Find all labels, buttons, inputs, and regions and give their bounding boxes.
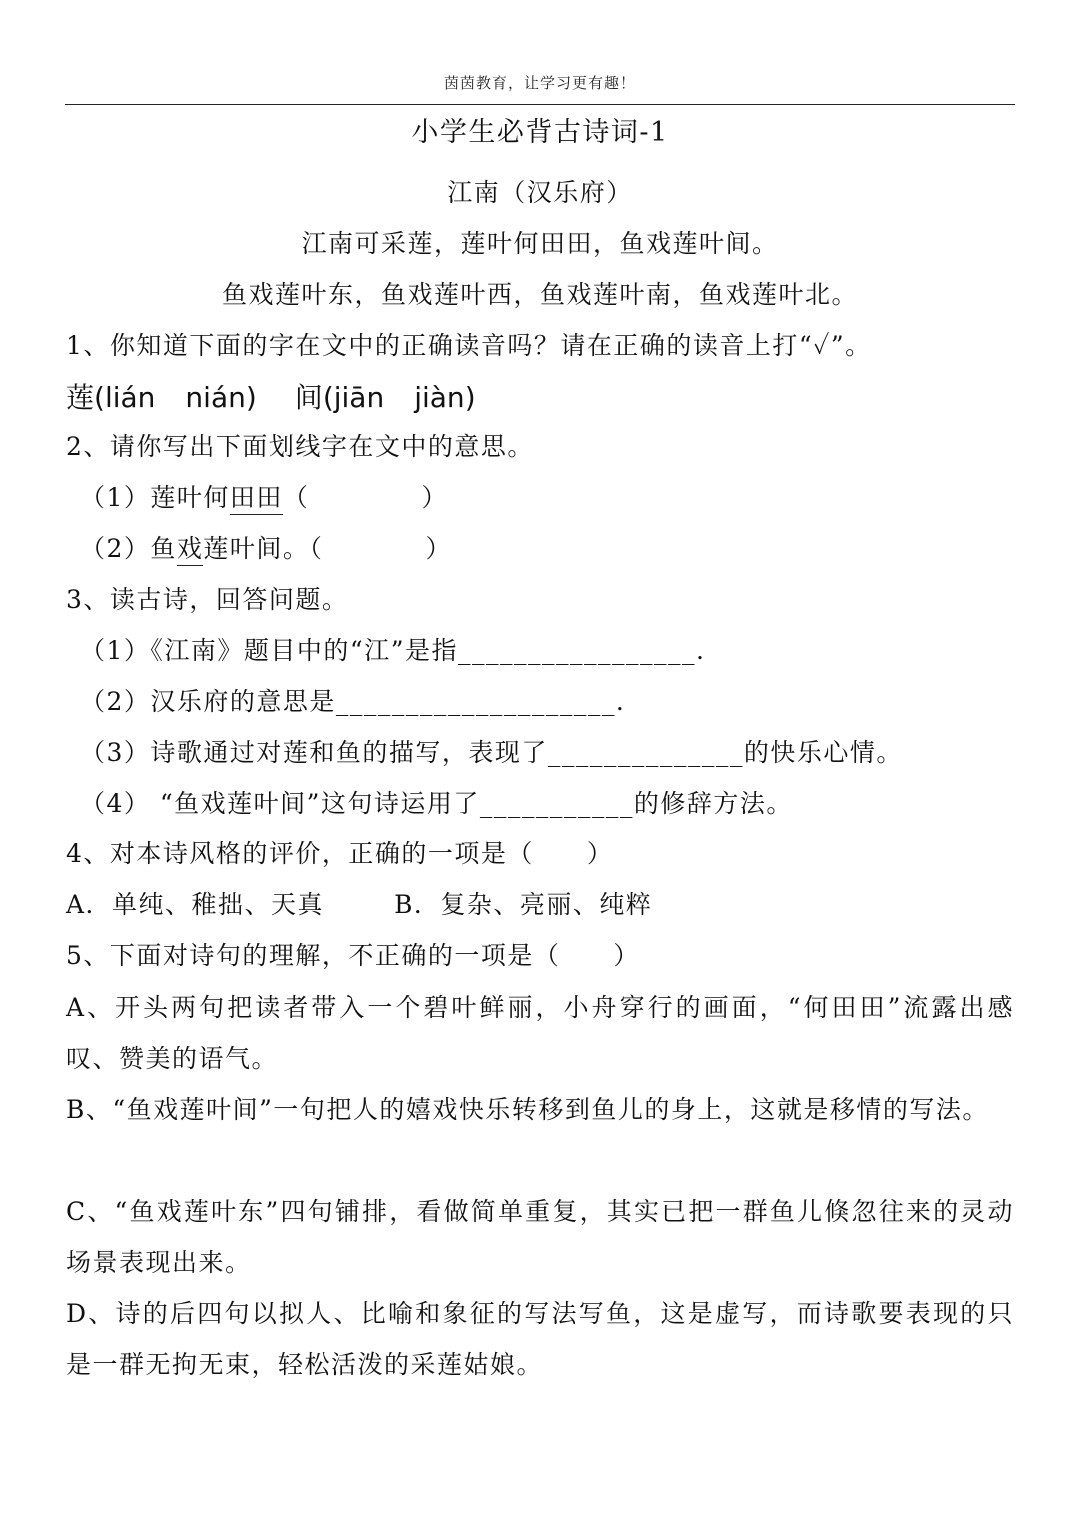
poem-line-2: 鱼戏莲叶东，鱼戏莲叶西，鱼戏莲叶南，鱼戏莲叶北。 [221,280,858,309]
page-header: 茵茵教育，让学习更有趣！ [443,74,636,92]
question-5-option-c[interactable]: C、“鱼戏莲叶东”四句铺排，看做简单重复，其实已把一群鱼儿倏忽往来的灵动场景表现出来。 [66,1197,1014,1277]
question-2-prompt: 2、请你写出下面划线字在文中的意思。 [66,432,534,461]
question-5-prompt: 5、下面对诗句的理解，不正确的一项是（ ） [66,941,640,970]
pinyin-option-nian[interactable]: nián [185,381,246,414]
underlined-word-tiantian: 田田 [230,483,283,515]
question-1-pinyin-choices: 莲(lián nián) 间(jiān jiàn) [66,381,476,414]
question-3-item-1: （1）《江南》题目中的“江”是指_________________. [80,636,706,665]
question-2-item-1: （1）莲叶何田田（ ） [66,473,1030,523]
question-4-options [66,880,1016,930]
question-3-item-2: （2）汉乐府的意思是____________________. [80,687,626,716]
char-jian: 间 [294,381,323,414]
question-4-prompt: 4、对本诗风格的评价，正确的一项是（ ） [66,839,614,868]
underlined-word-xi: 戏 [177,534,204,566]
pinyin-option-lian[interactable]: lián [104,381,156,414]
poem-heading: 江南（汉乐府） [447,178,633,207]
page-title: 小学生必背古诗词-1 [411,117,669,148]
question-3-item-3: （3）诗歌通过对莲和鱼的描写，表现了______________的快乐心情。 [80,738,903,767]
question-1-prompt: 1、你知道下面的字在文中的正确读音吗？请在正确的读音上打“✓”。 [66,331,872,360]
question-3-item-4: （4） “鱼戏莲叶间”这句诗运用了___________的修辞方法。 [80,789,793,818]
question-5-option-d[interactable]: D、诗的后四句以拟人、比喻和象征的写法写鱼，这是虚写，而诗歌要表现的只是一群无拘无束，轻松活泼的采莲姑娘。 [66,1299,1014,1379]
poem-line-1: 江南可采莲，莲叶何田田，鱼戏莲叶间。 [301,229,779,258]
pinyin-option-jian1[interactable]: jiān [333,381,385,414]
question-3-prompt: 3、读古诗，回答问题。 [66,585,349,614]
option-a[interactable]: A．单纯、稚拙、天真 [66,890,325,919]
question-5-option-a[interactable]: A、开头两句把读者带入一个碧叶鲜丽，小舟穿行的画面，“何田田”流露出感叹、赞美的语气。 [66,993,1014,1073]
char-lian: 莲 [66,381,95,414]
header-divider [65,104,1015,105]
pinyin-option-jian4[interactable]: jiàn [414,381,465,414]
option-b[interactable]: B．复杂、亮丽、纯粹 [394,890,653,919]
question-2-item-2: （2）鱼戏莲叶间。（ ） [66,524,1030,574]
question-5-option-b[interactable]: B、“鱼戏莲叶间”一句把人的嬉戏快乐转移到鱼儿的身上，这就是移情的写法。 [66,1095,989,1124]
